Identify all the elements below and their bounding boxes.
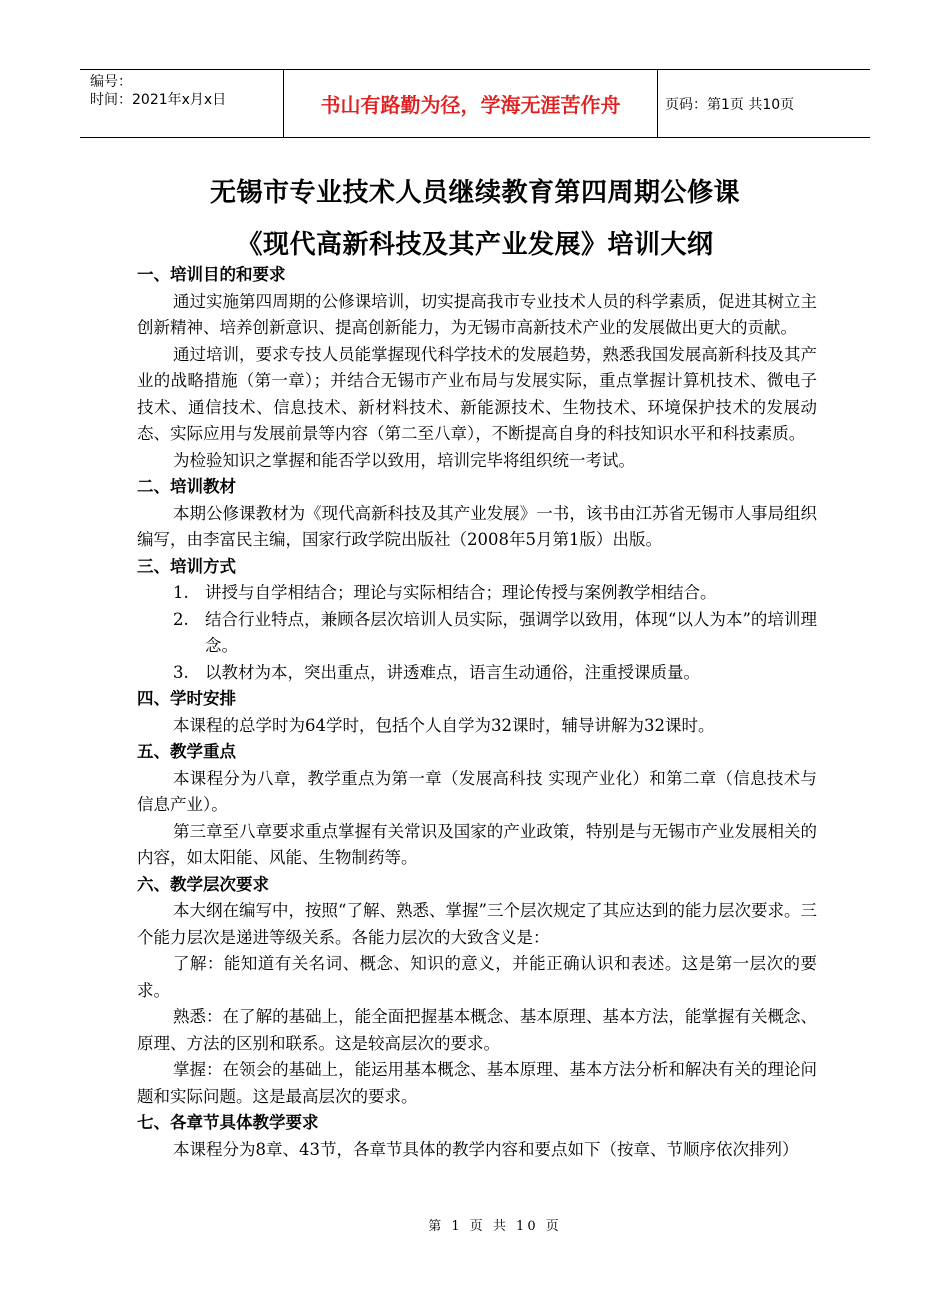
paragraph: 本课程的总学时为64学时，包括个人自学为32课时，辅导讲解为32课时。: [173, 715, 715, 735]
paragraph: 通过培训，要求专技人员能掌握现代科学技术的发展趋势，熟悉我国发展高新科技及其产业的战略措施（第一章）；并结合无锡市产业布局与发展实际，重点掌握计算机技术、微电子技术、通信技术、信息技术、新材料技术、新能源技术、生物技术、环境保护技术的发展动态、实际应用与发展前景等内容（第二至八章），不断提高自身的科技知识水平和科技素质。: [137, 344, 817, 443]
list-text: 以教材为本，突出重点，讲透难点，语言生动通俗，注重授课质量。: [205, 662, 700, 682]
list-number: 3.: [173, 662, 189, 682]
page-info-cell: [658, 70, 870, 137]
title-line-1: 无锡市专业技术人员继续教育第四周期公修课: [209, 178, 740, 208]
time-label: 时间：2021年x月x日: [90, 92, 227, 108]
section-heading: 五、教学重点: [137, 742, 236, 761]
document-body: [137, 262, 817, 1163]
paragraph: 为检验知识之掌握和能否学以致用，培训完毕将组织统一考试。: [173, 450, 635, 470]
section-heading: 四、学时安排: [137, 689, 236, 708]
header-table: [80, 69, 870, 138]
paragraph: 熟悉：在了解的基础上，能全面把握基本概念、基本原理、基本方法，能掌握有关概念、原理、方法的区别和联系。这是较高层次的要求。: [137, 1007, 817, 1053]
section-heading: 七、各章节具体教学要求: [137, 1113, 319, 1132]
list-item: [173, 580, 817, 607]
paragraph: 通过实施第四周期的公修课培训，切实提高我市专业技术人员的科学素质，促进其树立主创新精神、培养创新意识、提高创新能力，为无锡市高新技术产业的发展做出更大的贡献。: [137, 291, 817, 337]
header-left-cell: [80, 70, 283, 137]
page-footer: 第 1 页 共 10 页: [428, 1219, 562, 1234]
title-line-2: 《现代高新科技及其产业发展》培训大纲: [236, 230, 714, 260]
list-number: 2.: [173, 609, 189, 629]
paragraph: 掌握：在领会的基础上，能运用基本概念、基本原理、基本方法分析和解决有关的理论问题和实际问题。这是最高层次的要求。: [137, 1060, 817, 1106]
training-method-list: [173, 580, 817, 686]
paragraph: 本期公修课教材为《现代高新科技及其产业发展》一书，该书由江苏省无锡市人事局组织编写，由李富民主编，国家行政学院出版社（2008年5月第1版）出版。: [137, 503, 817, 549]
paragraph: 第三章至八章要求重点掌握有关常识及国家的产业政策，特别是与无锡市产业发展相关的内容，如太阳能、风能、生物制药等。: [137, 821, 817, 867]
paragraph: 本课程分为8章、43节，各章节具体的教学内容和要点如下（按章、节顺序依次排列）: [173, 1139, 799, 1159]
list-text: 结合行业特点，兼顾各层次培训人员实际，强调学以致用，体现“以人为本”的培训理念。: [205, 609, 817, 655]
paragraph: 本课程分为八章，教学重点为第一章（发展高科技 实现产业化）和第二章（信息技术与信息产业）。: [137, 768, 817, 814]
paragraph: 了解：能知道有关名词、概念、知识的意义，并能正确认识和表述。这是第一层次的要求。: [137, 954, 817, 1000]
section-heading: 三、培训方式: [137, 556, 236, 576]
section-heading: 六、教学层次要求: [137, 874, 269, 894]
page-info: 页码：第1页 共10页: [665, 96, 795, 113]
motto: 书山有路勤为径，学海无涯苦作舟: [320, 93, 621, 117]
motto-cell: [283, 70, 658, 137]
list-item: [173, 607, 817, 660]
number-label: 编号：: [90, 74, 132, 90]
list-item: [173, 660, 817, 687]
section-heading: 一、培训目的和要求: [137, 265, 286, 284]
list-number: 1.: [173, 583, 189, 602]
section-heading: 二、培训教材: [137, 477, 236, 496]
paragraph: 本大纲在编写中，按照“了解、熟悉、掌握”三个层次规定了其应达到的能力层次要求。三个能力层次是递进等级关系。各能力层次的大致含义是：: [137, 901, 817, 947]
list-text: 讲授与自学相结合；理论与实际相结合；理论传授与案例教学相结合。: [205, 583, 717, 602]
